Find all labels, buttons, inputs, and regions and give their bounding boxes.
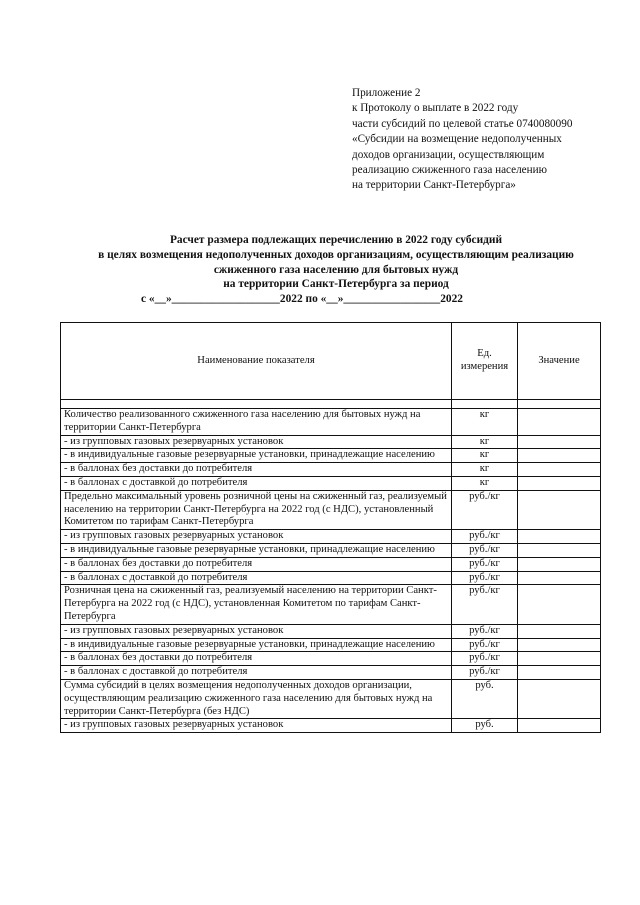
unit-cell: руб. bbox=[452, 719, 518, 733]
unit-cell: руб./кг bbox=[452, 571, 518, 585]
indicator-cell: Количество реализованного сжиженного газа населению для бытовых нужд на территории Санкт-Петербурга bbox=[61, 409, 452, 436]
annex-line: на территории Санкт-Петербурга» bbox=[352, 179, 516, 192]
value-cell bbox=[518, 543, 601, 557]
table-row bbox=[61, 435, 601, 449]
table-row bbox=[61, 476, 601, 490]
table-header-row bbox=[61, 323, 601, 400]
subsidy-table bbox=[60, 322, 601, 733]
unit-cell: руб./кг bbox=[452, 490, 518, 529]
unit-cell: руб./кг bbox=[452, 652, 518, 666]
spacer-cell bbox=[452, 400, 518, 409]
indicator-cell: Сумма субсидий в целях возмещения недополученных доходов организации, осуществляющим реализацию сжиженного газа населению для бытовых нужд на территории Санкт-Петербурга (без НДС) bbox=[61, 679, 452, 718]
table-row bbox=[61, 543, 601, 557]
unit-cell: кг bbox=[452, 435, 518, 449]
indicator-cell: - в индивидуальные газовые резервуарные установки, принадлежащие населению bbox=[61, 638, 452, 652]
unit-cell: кг bbox=[452, 409, 518, 436]
annex-note bbox=[352, 86, 622, 194]
indicator-cell: - в баллонах с доставкой до потребителя bbox=[61, 571, 452, 585]
table-row bbox=[61, 624, 601, 638]
unit-cell: руб./кг bbox=[452, 638, 518, 652]
table-row bbox=[61, 409, 601, 436]
unit-cell: руб./кг bbox=[452, 624, 518, 638]
indicator-cell: - в индивидуальные газовые резервуарные установки, принадлежащие населению bbox=[61, 543, 452, 557]
unit-cell: руб. bbox=[452, 679, 518, 718]
unit-cell: руб./кг bbox=[452, 585, 518, 624]
value-cell bbox=[518, 652, 601, 666]
value-cell bbox=[518, 435, 601, 449]
unit-cell: руб./кг bbox=[452, 530, 518, 544]
header-unit: Ед. измерения bbox=[452, 323, 518, 400]
value-cell bbox=[518, 490, 601, 529]
annex-line: «Субсидии на возмещение недополученных bbox=[352, 133, 562, 146]
value-cell bbox=[518, 585, 601, 624]
value-cell bbox=[518, 571, 601, 585]
value-cell bbox=[518, 679, 601, 718]
annex-line: к Протоколу о выплате в 2022 году bbox=[352, 102, 519, 115]
table-row bbox=[61, 666, 601, 680]
table-row bbox=[61, 530, 601, 544]
indicator-cell: Розничная цена на сжиженный газ, реализуемый населению на территории Санкт-Петербурга на 2022 год (с НДС), установленная Комитетом по тарифам Санкт-Петербурга bbox=[61, 585, 452, 624]
annex-line: реализацию сжиженного газа населению bbox=[352, 164, 547, 177]
table-row bbox=[61, 652, 601, 666]
spacer-cell bbox=[518, 400, 601, 409]
indicator-cell: - из групповых газовых резервуарных установок bbox=[61, 530, 452, 544]
value-cell bbox=[518, 666, 601, 680]
title-line: в целях возмещения недополученных доходов организациям, осуществляющим реализацию bbox=[98, 248, 574, 261]
unit-cell: кг bbox=[452, 476, 518, 490]
value-cell bbox=[518, 463, 601, 477]
indicator-cell: Предельно максимальный уровень розничной цены на сжиженный газ, реализуемый населению на территории Санкт-Петербурга на 2022 год (с НДС), установленный Комитетом по тарифам Санкт-Петербурга bbox=[61, 490, 452, 529]
value-cell bbox=[518, 476, 601, 490]
table-row bbox=[61, 638, 601, 652]
value-cell bbox=[518, 449, 601, 463]
indicator-cell: - в баллонах с доставкой до потребителя bbox=[61, 666, 452, 680]
value-cell bbox=[518, 719, 601, 733]
indicator-cell: - из групповых газовых резервуарных установок bbox=[61, 435, 452, 449]
indicator-cell: - в баллонах без доставки до потребителя bbox=[61, 652, 452, 666]
spacer-cell bbox=[61, 400, 452, 409]
period-line: с «__»___________________2022 по «__»_________________2022 bbox=[140, 293, 463, 306]
unit-cell: кг bbox=[452, 449, 518, 463]
annex-line: части субсидий по целевой статье 0740080090 bbox=[352, 117, 573, 130]
document-title bbox=[48, 233, 624, 307]
value-cell bbox=[518, 409, 601, 436]
indicator-cell: - из групповых газовых резервуарных установок bbox=[61, 624, 452, 638]
unit-cell: руб./кг bbox=[452, 543, 518, 557]
title-line: сжиженного газа населению для бытовых нужд bbox=[213, 263, 459, 276]
title-line: Расчет размера подлежащих перечислению в 2022 году субсидий bbox=[169, 234, 503, 246]
table-row bbox=[61, 585, 601, 624]
title-line: на территории Санкт-Петербурга за период bbox=[223, 278, 449, 291]
table-row bbox=[61, 490, 601, 529]
header-spacer-row bbox=[61, 400, 601, 409]
table-row bbox=[61, 449, 601, 463]
indicator-cell: - в баллонах без доставки до потребителя bbox=[61, 463, 452, 477]
value-cell bbox=[518, 530, 601, 544]
indicator-cell: - в индивидуальные газовые резервуарные установки, принадлежащие населению bbox=[61, 449, 452, 463]
table-row bbox=[61, 557, 601, 571]
indicator-cell: - из групповых газовых резервуарных установок bbox=[61, 719, 452, 733]
table-row bbox=[61, 719, 601, 733]
unit-cell: руб./кг bbox=[452, 557, 518, 571]
header-value: Значение bbox=[518, 323, 601, 400]
table-row bbox=[61, 463, 601, 477]
annex-line: доходов организации, осуществляющим bbox=[352, 148, 545, 161]
header-indicator: Наименование показателя bbox=[61, 323, 452, 400]
annex-line: Приложение 2 bbox=[352, 87, 421, 99]
value-cell bbox=[518, 557, 601, 571]
table-body bbox=[61, 409, 601, 733]
unit-cell: руб./кг bbox=[452, 666, 518, 680]
indicator-cell: - в баллонах без доставки до потребителя bbox=[61, 557, 452, 571]
table-row bbox=[61, 571, 601, 585]
value-cell bbox=[518, 638, 601, 652]
unit-cell: кг bbox=[452, 463, 518, 477]
table-row bbox=[61, 679, 601, 718]
value-cell bbox=[518, 624, 601, 638]
indicator-cell: - в баллонах с доставкой до потребителя bbox=[61, 476, 452, 490]
